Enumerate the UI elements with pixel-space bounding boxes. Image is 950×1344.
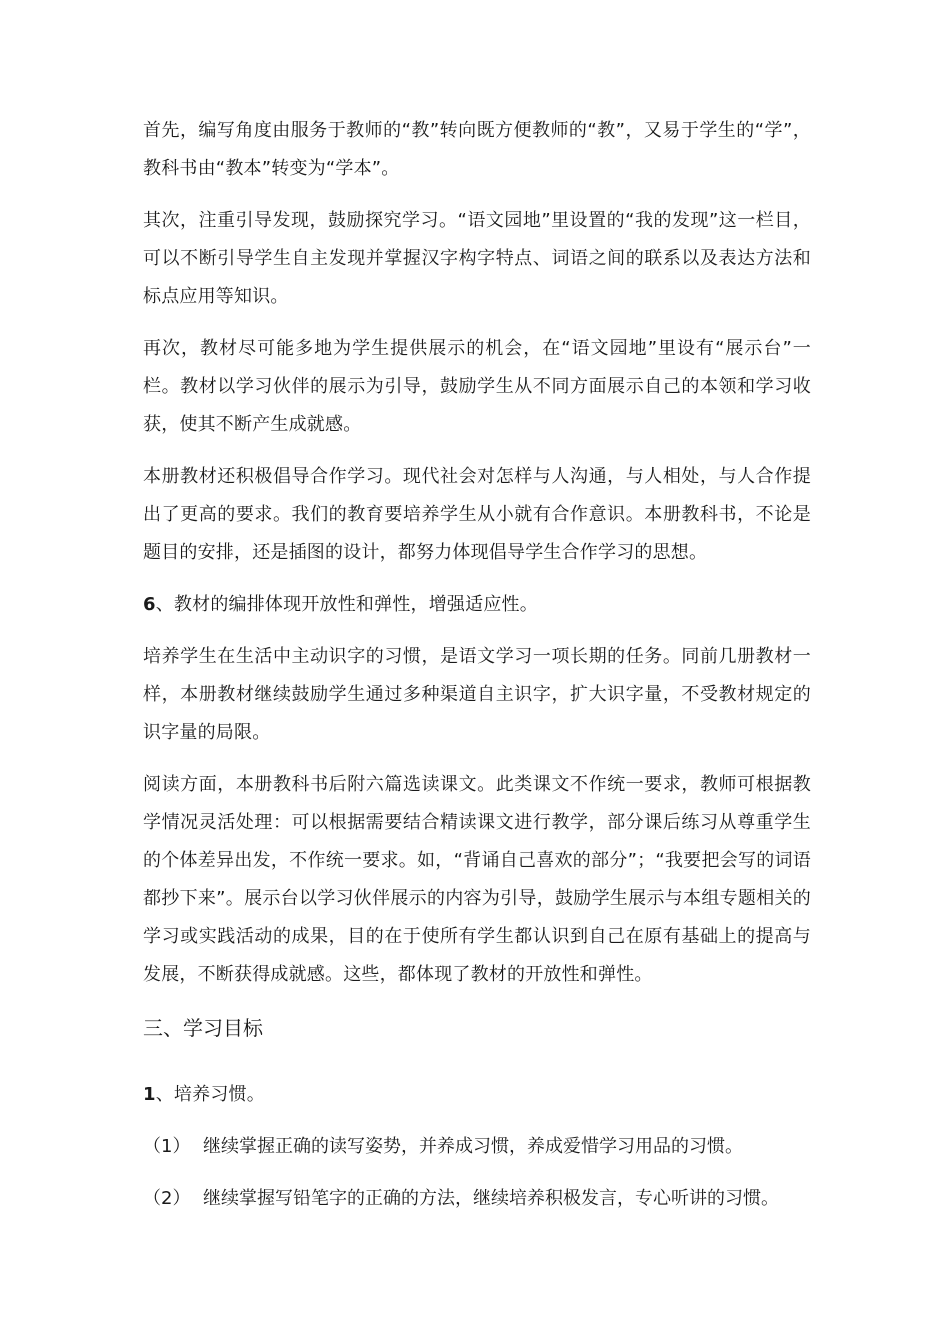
document-page (143, 112, 811, 1218)
paragraph-reading: 阅读方面，本册教科书后附六篇选读课文。此类课文不作统一要求，教师可根据教学情况灵活处理：可以根据需要结合精读课文进行教学，部分课后练习从尊重学生的个体差异出发，不作统一要求。如，“背诵自己喜欢的部分”；“我要把会写的词语都抄下来”。展示台以学习伙伴展示的内容为引导，鼓励学生展示与本组专题相关的学习或实践活动的成果，目的在于使所有学生都认识到自己在原有基础上的提高与发展，不断获得成就感。这些，都体现了教材的开放性和弹性。 (143, 774, 811, 985)
point-6-number: 6 (143, 594, 156, 615)
section-title-learning-goals: 三、学习目标 (143, 1016, 263, 1040)
goal-item (143, 1128, 811, 1166)
point-6-text: 、教材的编排体现开放性和弹性，增强适应性。 (155, 594, 538, 615)
goal-item-marker: （2） (143, 1188, 191, 1209)
goal-item (143, 1180, 811, 1218)
paragraph-third: 再次，教材尽可能多地为学生提供展示的机会，在“语文园地”里设有“展示台”一栏。教材以学习伙伴的展示为引导，鼓励学生从不同方面展示自己的本领和学习收获，使其不断产生成就感。 (143, 338, 811, 435)
goal-item-text: 继续掌握写铅笔字的正确的方法，继续培养积极发言，专心听讲的习惯。 (203, 1188, 779, 1209)
point-1-heading (143, 1076, 811, 1114)
goal-item-marker: （1） (143, 1136, 191, 1157)
paragraph-cooperation: 本册教材还积极倡导合作学习。现代社会对怎样与人沟通，与人相处，与人合作提出了更高的要求。我们的教育要培养学生从小就有合作意识。本册教科书，不论是题目的安排，还是插图的设计，都努力体现倡导学生合作学习的思想。 (143, 466, 811, 563)
point-6-heading (143, 586, 811, 624)
paragraph-second: 其次，注重引导发现，鼓励探究学习。“语文园地”里设置的“我的发现”这一栏目，可以不断引导学生自主发现并掌握汉字构字特点、词语之间的联系以及表达方法和标点应用等知识。 (143, 210, 811, 307)
paragraph-first: 首先，编写角度由服务于教师的“教”转向既方便教师的“教”，又易于学生的“学”，教科书由“教本”转变为“学本”。 (143, 120, 811, 179)
paragraph-literacy: 培养学生在生活中主动识字的习惯，是语文学习一项长期的任务。同前几册教材一样，本册教材继续鼓励学生通过多种渠道自主识字，扩大识字量，不受教材规定的识字量的局限。 (143, 646, 811, 743)
goal-item-text: 继续掌握正确的读写姿势，并养成习惯，养成爱惜学习用品的习惯。 (203, 1136, 743, 1157)
point-1-text: 、培养习惯。 (155, 1084, 265, 1105)
point-1-number: 1 (143, 1084, 156, 1105)
